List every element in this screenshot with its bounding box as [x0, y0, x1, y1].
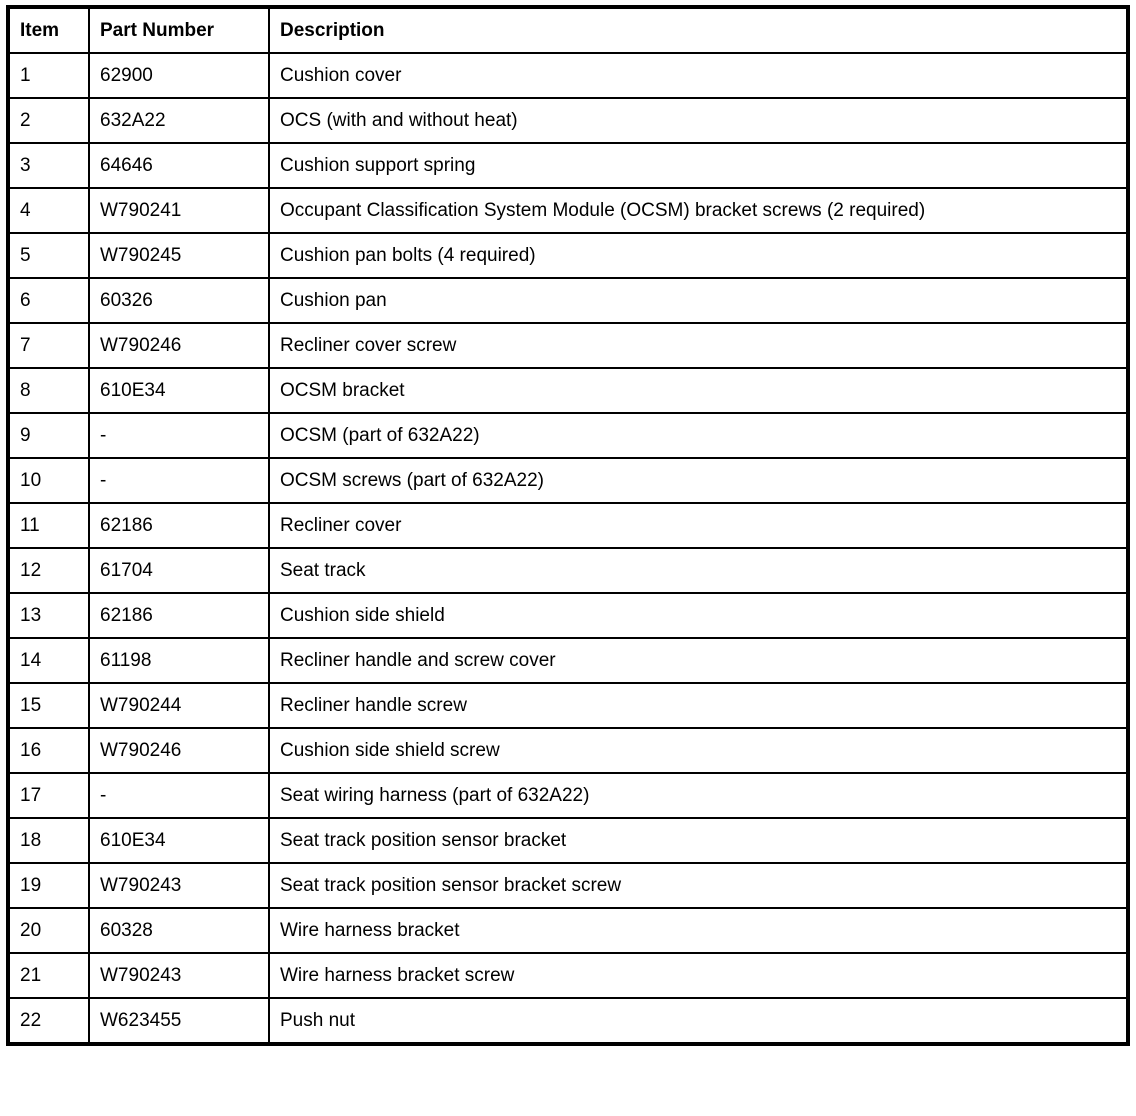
description-cell: Recliner cover screw [269, 323, 1128, 368]
part-number-cell: 62186 [89, 503, 269, 548]
description-cell: Cushion side shield screw [269, 728, 1128, 773]
part-number-cell: 60328 [89, 908, 269, 953]
item-cell: 7 [8, 323, 89, 368]
item-cell: 16 [8, 728, 89, 773]
table-row [8, 638, 1128, 683]
table-row [8, 143, 1128, 188]
table-row [8, 458, 1128, 503]
description-cell: Recliner handle screw [269, 683, 1128, 728]
table-row [8, 593, 1128, 638]
item-cell: 22 [8, 998, 89, 1044]
item-cell: 18 [8, 818, 89, 863]
item-cell: 11 [8, 503, 89, 548]
item-cell: 15 [8, 683, 89, 728]
part-number-cell: 610E34 [89, 368, 269, 413]
description-cell: OCSM screws (part of 632A22) [269, 458, 1128, 503]
part-number-cell: W790241 [89, 188, 269, 233]
description-cell: Seat track position sensor bracket screw [269, 863, 1128, 908]
item-cell: 20 [8, 908, 89, 953]
item-cell: 10 [8, 458, 89, 503]
part-number-cell: W790243 [89, 863, 269, 908]
parts-table-body [8, 53, 1128, 1044]
part-number-cell: 62900 [89, 53, 269, 98]
item-cell: 19 [8, 863, 89, 908]
description-cell: Wire harness bracket screw [269, 953, 1128, 998]
part-number-cell: 610E34 [89, 818, 269, 863]
column-header-item: Item [8, 7, 89, 53]
table-row [8, 233, 1128, 278]
column-header-part-number: Part Number [89, 7, 269, 53]
parts-table [6, 5, 1130, 1046]
item-cell: 3 [8, 143, 89, 188]
item-cell: 2 [8, 98, 89, 143]
item-cell: 4 [8, 188, 89, 233]
table-row [8, 998, 1128, 1044]
item-cell: 14 [8, 638, 89, 683]
part-number-cell: 64646 [89, 143, 269, 188]
part-number-cell: - [89, 413, 269, 458]
part-number-cell: W790245 [89, 233, 269, 278]
table-row [8, 683, 1128, 728]
table-row [8, 818, 1128, 863]
table-row [8, 863, 1128, 908]
table-row [8, 773, 1128, 818]
item-cell: 9 [8, 413, 89, 458]
part-number-cell: 632A22 [89, 98, 269, 143]
table-row [8, 953, 1128, 998]
item-cell: 5 [8, 233, 89, 278]
table-row [8, 323, 1128, 368]
table-row [8, 278, 1128, 323]
table-row [8, 908, 1128, 953]
part-number-cell: 60326 [89, 278, 269, 323]
header-row [8, 7, 1128, 53]
table-row [8, 728, 1128, 773]
description-cell: Wire harness bracket [269, 908, 1128, 953]
parts-table-header [8, 7, 1128, 53]
part-number-cell: 61704 [89, 548, 269, 593]
description-cell: Cushion pan [269, 278, 1128, 323]
table-row [8, 188, 1128, 233]
item-cell: 12 [8, 548, 89, 593]
table-row [8, 53, 1128, 98]
description-cell: Cushion pan bolts (4 required) [269, 233, 1128, 278]
description-cell: OCS (with and without heat) [269, 98, 1128, 143]
table-row [8, 368, 1128, 413]
description-cell: Push nut [269, 998, 1128, 1044]
item-cell: 8 [8, 368, 89, 413]
description-cell: Cushion side shield [269, 593, 1128, 638]
part-number-cell: 62186 [89, 593, 269, 638]
part-number-cell: W790243 [89, 953, 269, 998]
item-cell: 13 [8, 593, 89, 638]
item-cell: 17 [8, 773, 89, 818]
table-row [8, 548, 1128, 593]
description-cell: OCSM (part of 632A22) [269, 413, 1128, 458]
item-cell: 1 [8, 53, 89, 98]
part-number-cell: - [89, 458, 269, 503]
description-cell: Seat wiring harness (part of 632A22) [269, 773, 1128, 818]
part-number-cell: 61198 [89, 638, 269, 683]
part-number-cell: W790244 [89, 683, 269, 728]
description-cell: Recliner handle and screw cover [269, 638, 1128, 683]
part-number-cell: W623455 [89, 998, 269, 1044]
part-number-cell: W790246 [89, 728, 269, 773]
part-number-cell: - [89, 773, 269, 818]
item-cell: 6 [8, 278, 89, 323]
part-number-cell: W790246 [89, 323, 269, 368]
table-row [8, 98, 1128, 143]
description-cell: OCSM bracket [269, 368, 1128, 413]
table-row [8, 503, 1128, 548]
description-cell: Seat track [269, 548, 1128, 593]
description-cell: Occupant Classification System Module (OCSM) bracket screws (2 required) [269, 188, 1128, 233]
column-header-description: Description [269, 7, 1128, 53]
description-cell: Cushion support spring [269, 143, 1128, 188]
description-cell: Cushion cover [269, 53, 1128, 98]
table-row [8, 413, 1128, 458]
description-cell: Recliner cover [269, 503, 1128, 548]
description-cell: Seat track position sensor bracket [269, 818, 1128, 863]
item-cell: 21 [8, 953, 89, 998]
